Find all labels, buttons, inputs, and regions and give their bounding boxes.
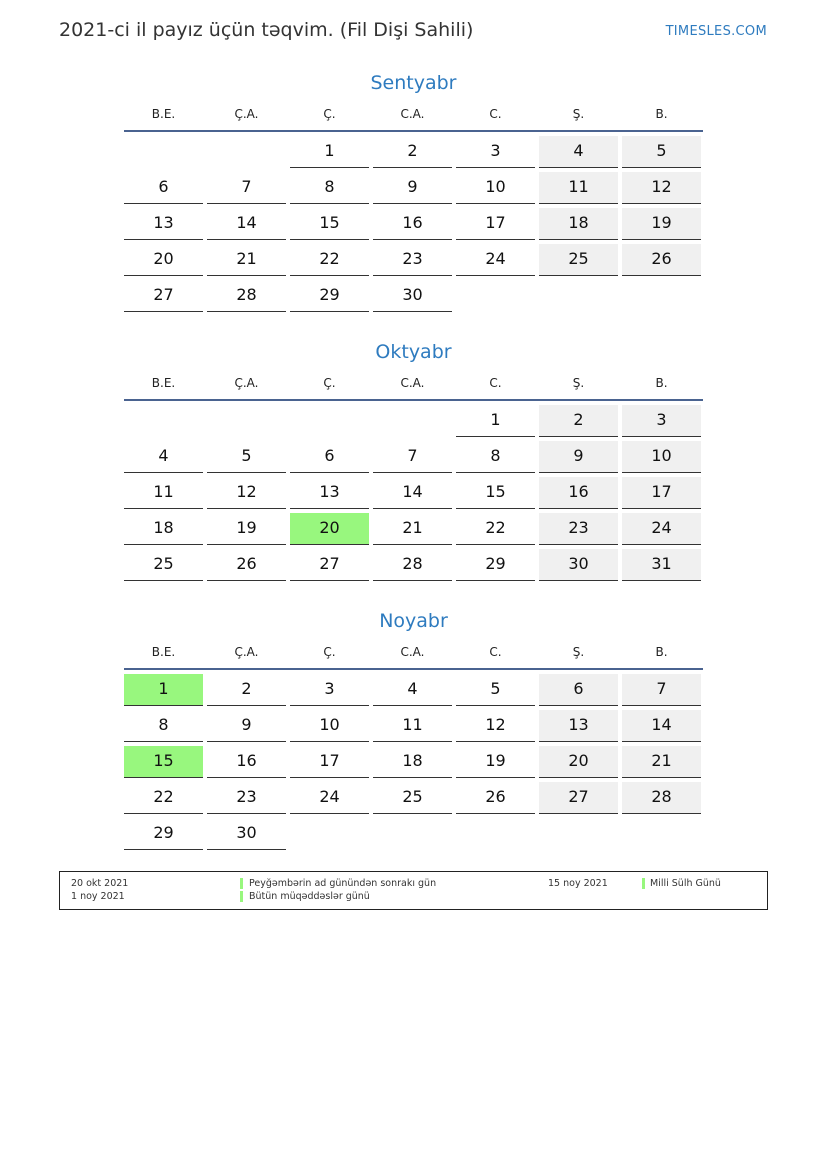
- day-cell[interactable]: 13: [124, 208, 203, 240]
- day-cell[interactable]: 15: [456, 477, 535, 509]
- day-cell[interactable]: 28: [373, 549, 452, 581]
- weekday-label: Ş.: [572, 645, 585, 659]
- week-row: [124, 674, 703, 706]
- day-cell[interactable]: 29: [290, 280, 369, 312]
- empty-day-cell: [373, 405, 452, 437]
- empty-day-cell: [456, 280, 535, 312]
- holiday-day-cell[interactable]: 20: [290, 513, 369, 545]
- day-cell[interactable]: 22: [290, 244, 369, 276]
- day-cell[interactable]: 7: [622, 674, 701, 706]
- day-cell[interactable]: 29: [124, 818, 203, 850]
- legend-holiday-name: Peyğəmbərin ad günündən sonrakı gün: [249, 878, 437, 889]
- holiday-day-cell[interactable]: 1: [124, 674, 203, 706]
- day-cell[interactable]: 16: [207, 746, 286, 778]
- day-cell[interactable]: 21: [207, 244, 286, 276]
- weekday-label: Ç.A.: [234, 376, 259, 390]
- day-cell[interactable]: 10: [290, 710, 369, 742]
- day-cell[interactable]: 26: [622, 244, 701, 276]
- day-cell[interactable]: 24: [290, 782, 369, 814]
- weeks-grid: [124, 136, 703, 312]
- day-cell[interactable]: 17: [622, 477, 701, 509]
- week-row: [124, 405, 703, 437]
- day-cell[interactable]: 15: [290, 208, 369, 240]
- week-row: [124, 208, 703, 240]
- weekday-label: B.E.: [151, 107, 176, 121]
- day-cell[interactable]: 3: [290, 674, 369, 706]
- brand-link[interactable]: TIMESLES.COM: [665, 24, 767, 39]
- holiday-marker-icon: [240, 878, 243, 889]
- day-cell[interactable]: 19: [207, 513, 286, 545]
- weekday-label: C.: [489, 107, 502, 121]
- day-cell[interactable]: 8: [290, 172, 369, 204]
- weekday-header: [124, 642, 703, 670]
- month-title: Noyabr: [379, 610, 448, 632]
- empty-day-cell: [539, 818, 618, 850]
- weekday-label: B.: [655, 376, 668, 390]
- day-cell[interactable]: 16: [373, 208, 452, 240]
- day-cell[interactable]: 23: [539, 513, 618, 545]
- legend-holiday-name: Milli Sülh Günü: [650, 878, 721, 889]
- day-cell[interactable]: 12: [207, 477, 286, 509]
- day-cell[interactable]: 6: [539, 674, 618, 706]
- week-row: [124, 549, 703, 581]
- legend-date: 1 noy 2021: [71, 891, 125, 902]
- day-cell[interactable]: 25: [373, 782, 452, 814]
- week-row: [124, 172, 703, 204]
- day-cell[interactable]: 2: [207, 674, 286, 706]
- weekday-label: C.: [489, 645, 502, 659]
- day-cell[interactable]: 9: [539, 441, 618, 473]
- empty-day-cell: [290, 818, 369, 850]
- day-cell[interactable]: 1: [456, 405, 535, 437]
- day-cell[interactable]: 21: [373, 513, 452, 545]
- day-cell[interactable]: 13: [539, 710, 618, 742]
- weekday-label: B.: [655, 645, 668, 659]
- weekday-label: C.A.: [400, 107, 425, 121]
- week-row: [124, 746, 703, 778]
- day-cell[interactable]: 9: [207, 710, 286, 742]
- day-cell[interactable]: 17: [290, 746, 369, 778]
- day-cell[interactable]: 3: [456, 136, 535, 168]
- month-title: Sentyabr: [370, 72, 457, 94]
- day-cell[interactable]: 5: [456, 674, 535, 706]
- weekday-label: B.E.: [151, 376, 176, 390]
- week-row: [124, 710, 703, 742]
- day-cell[interactable]: 17: [456, 208, 535, 240]
- day-cell[interactable]: 14: [373, 477, 452, 509]
- weekday-label: Ç.: [323, 376, 336, 390]
- day-cell[interactable]: 13: [290, 477, 369, 509]
- empty-day-cell: [290, 405, 369, 437]
- day-cell[interactable]: 7: [207, 172, 286, 204]
- day-cell[interactable]: 19: [456, 746, 535, 778]
- week-row: [124, 441, 703, 473]
- empty-day-cell: [539, 280, 618, 312]
- empty-day-cell: [124, 405, 203, 437]
- weekday-label: Ç.: [323, 107, 336, 121]
- day-cell[interactable]: 8: [456, 441, 535, 473]
- week-row: [124, 513, 703, 545]
- week-row: [124, 818, 703, 850]
- day-cell[interactable]: 5: [207, 441, 286, 473]
- empty-day-cell: [373, 818, 452, 850]
- empty-day-cell: [207, 405, 286, 437]
- day-cell[interactable]: 11: [373, 710, 452, 742]
- legend-date: 20 okt 2021: [71, 878, 129, 889]
- day-cell[interactable]: 4: [124, 441, 203, 473]
- day-cell[interactable]: 2: [373, 136, 452, 168]
- weekday-label: C.A.: [400, 645, 425, 659]
- week-row: [124, 136, 703, 168]
- weekday-label: C.A.: [400, 376, 425, 390]
- day-cell[interactable]: 23: [207, 782, 286, 814]
- day-cell[interactable]: 6: [290, 441, 369, 473]
- holiday-marker-icon: [642, 878, 645, 889]
- legend-date: 15 noy 2021: [548, 878, 608, 889]
- day-cell[interactable]: 14: [622, 710, 701, 742]
- weeks-grid: [124, 405, 703, 581]
- day-cell[interactable]: 30: [373, 280, 452, 312]
- day-cell[interactable]: 20: [124, 244, 203, 276]
- day-cell[interactable]: 12: [622, 172, 701, 204]
- day-cell[interactable]: 27: [124, 280, 203, 312]
- week-row: [124, 782, 703, 814]
- day-cell[interactable]: 11: [539, 172, 618, 204]
- weekday-label: Ş.: [572, 107, 585, 121]
- day-cell[interactable]: 28: [207, 280, 286, 312]
- day-cell[interactable]: 18: [373, 746, 452, 778]
- day-cell[interactable]: 7: [373, 441, 452, 473]
- day-cell[interactable]: 25: [539, 244, 618, 276]
- day-cell[interactable]: 25: [124, 549, 203, 581]
- holiday-day-cell[interactable]: 15: [124, 746, 203, 778]
- holiday-marker-icon: [240, 891, 243, 902]
- day-cell[interactable]: 26: [207, 549, 286, 581]
- month-title: Oktyabr: [375, 341, 452, 363]
- day-cell[interactable]: 29: [456, 549, 535, 581]
- day-cell[interactable]: 1: [290, 136, 369, 168]
- day-cell[interactable]: 24: [622, 513, 701, 545]
- empty-day-cell: [622, 818, 701, 850]
- empty-day-cell: [124, 136, 203, 168]
- weeks-grid: [124, 674, 703, 850]
- empty-day-cell: [456, 818, 535, 850]
- day-cell[interactable]: 30: [539, 549, 618, 581]
- empty-day-cell: [207, 136, 286, 168]
- day-cell[interactable]: 19: [622, 208, 701, 240]
- weekday-label: B.: [655, 107, 668, 121]
- day-cell[interactable]: 12: [456, 710, 535, 742]
- weekday-label: B.E.: [151, 645, 176, 659]
- day-cell[interactable]: 4: [373, 674, 452, 706]
- day-cell[interactable]: 21: [622, 746, 701, 778]
- weekday-label: Ç.A.: [234, 107, 259, 121]
- day-cell[interactable]: 6: [124, 172, 203, 204]
- legend-holiday-name: Bütün müqəddəslər günü: [249, 891, 370, 902]
- weekday-label: C.: [489, 376, 502, 390]
- holiday-legend: [59, 871, 768, 910]
- month-block: [124, 608, 703, 854]
- day-cell[interactable]: 22: [124, 782, 203, 814]
- weekday-label: Ç.A.: [234, 645, 259, 659]
- day-cell[interactable]: 23: [373, 244, 452, 276]
- day-cell[interactable]: 11: [124, 477, 203, 509]
- day-cell[interactable]: 9: [373, 172, 452, 204]
- weekday-header: [124, 104, 703, 132]
- day-cell[interactable]: 27: [290, 549, 369, 581]
- day-cell[interactable]: 27: [539, 782, 618, 814]
- day-cell[interactable]: 18: [539, 208, 618, 240]
- week-row: [124, 477, 703, 509]
- month-block: [124, 339, 703, 585]
- page-title: 2021-ci il payız üçün təqvim. (Fil Dişi Sahili): [59, 19, 474, 41]
- weekday-label: Ç.: [323, 645, 336, 659]
- day-cell[interactable]: 10: [456, 172, 535, 204]
- weekday-header: [124, 373, 703, 401]
- day-cell[interactable]: 14: [207, 208, 286, 240]
- week-row: [124, 244, 703, 276]
- weekday-label: Ş.: [572, 376, 585, 390]
- day-cell[interactable]: 5: [622, 136, 701, 168]
- day-cell[interactable]: 10: [622, 441, 701, 473]
- day-cell[interactable]: 2: [539, 405, 618, 437]
- day-cell[interactable]: 31: [622, 549, 701, 581]
- day-cell[interactable]: 18: [124, 513, 203, 545]
- empty-day-cell: [622, 280, 701, 312]
- day-cell[interactable]: 30: [207, 818, 286, 850]
- day-cell[interactable]: 8: [124, 710, 203, 742]
- day-cell[interactable]: 24: [456, 244, 535, 276]
- week-row: [124, 280, 703, 312]
- day-cell[interactable]: 26: [456, 782, 535, 814]
- day-cell[interactable]: 28: [622, 782, 701, 814]
- day-cell[interactable]: 20: [539, 746, 618, 778]
- day-cell[interactable]: 3: [622, 405, 701, 437]
- month-block: [124, 70, 703, 316]
- day-cell[interactable]: 4: [539, 136, 618, 168]
- day-cell[interactable]: 16: [539, 477, 618, 509]
- day-cell[interactable]: 22: [456, 513, 535, 545]
